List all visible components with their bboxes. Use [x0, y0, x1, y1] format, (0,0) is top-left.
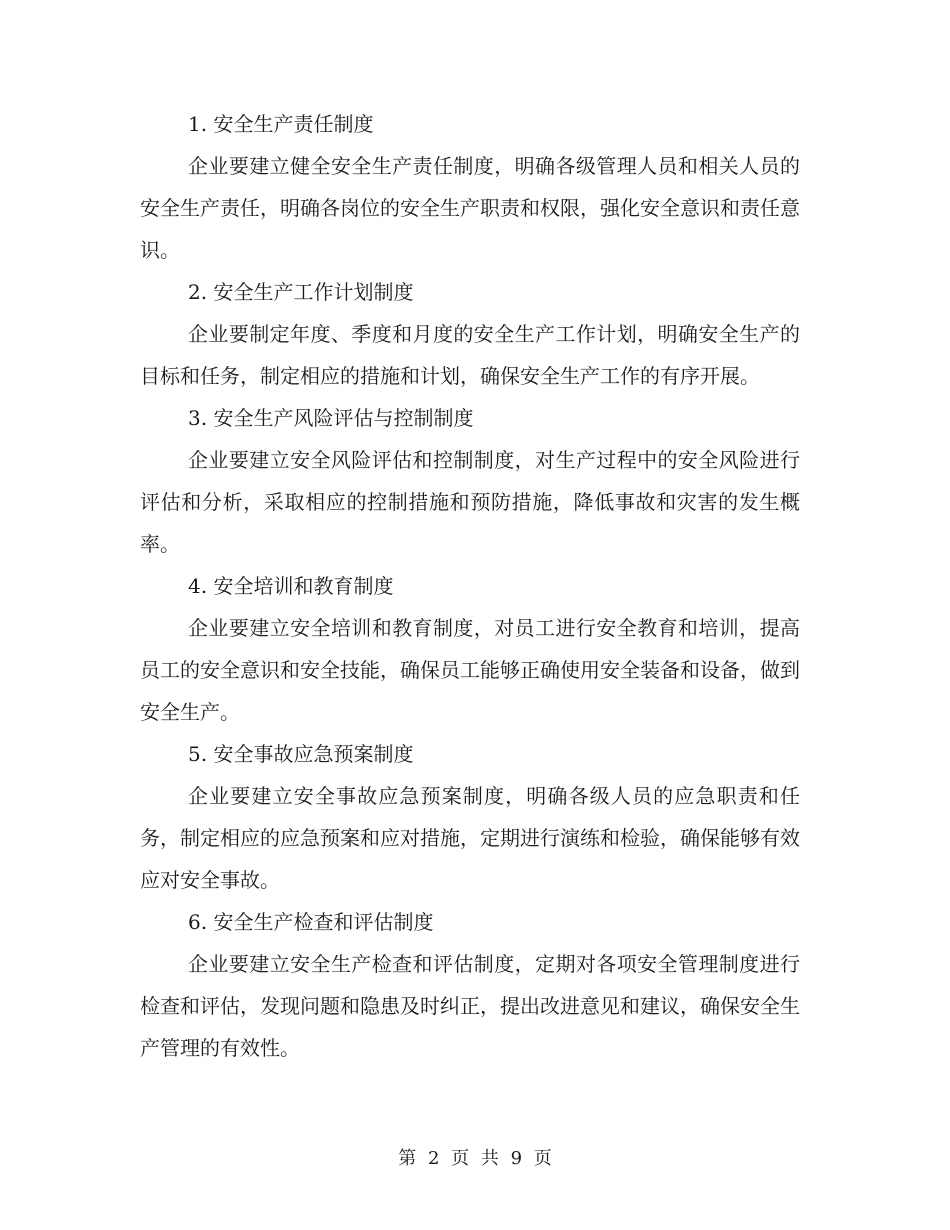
section-body-5: 企业要建立安全事故应急预案制度，明确各级人员的应急职责和任务，制定相应的应急预案和应对措施，定期进行演练和检验，确保能够有效应对安全事故。: [140, 784, 800, 892]
section-body-3: 企业要建立安全风险评估和控制制度，对生产过程中的安全风险进行评估和分析，采取相应的控制措施和预防措施，降低事故和灾害的发生概率。: [140, 448, 800, 556]
section-heading-6: 6. 安全生产检查和评估制度: [188, 910, 434, 934]
section-body-4: 企业要建立安全培训和教育制度，对员工进行安全教育和培训，提高员工的安全意识和安全技能，确保员工能够正确使用安全装备和设备，做到安全生产。: [140, 616, 800, 724]
section-heading-3: 3. 安全生产风险评估与控制制度: [188, 406, 474, 430]
section-body-6: 企业要建立安全生产检查和评估制度，定期对各项安全管理制度进行检查和评估，发现问题和隐患及时纠正，提出改进意见和建议，确保安全生产管理的有效性。: [140, 952, 800, 1060]
section-body-1: 企业要建立健全安全生产责任制度，明确各级管理人员和相关人员的安全生产责任，明确各岗位的安全生产职责和权限，强化安全意识和责任意识。: [140, 154, 800, 262]
section-heading-2: 2. 安全生产工作计划制度: [188, 280, 414, 304]
section-body-2: 企业要制定年度、季度和月度的安全生产工作计划，明确安全生产的目标和任务，制定相应的措施和计划，确保安全生产工作的有序开展。: [140, 322, 800, 388]
section-heading-5: 5. 安全事故应急预案制度: [188, 742, 414, 766]
page-number-footer: 第 2 页 共 9 页: [398, 1148, 552, 1169]
section-heading-4: 4. 安全培训和教育制度: [188, 574, 394, 598]
document-content: [140, 103, 800, 1069]
section-heading-1: 1. 安全生产责任制度: [188, 112, 374, 136]
